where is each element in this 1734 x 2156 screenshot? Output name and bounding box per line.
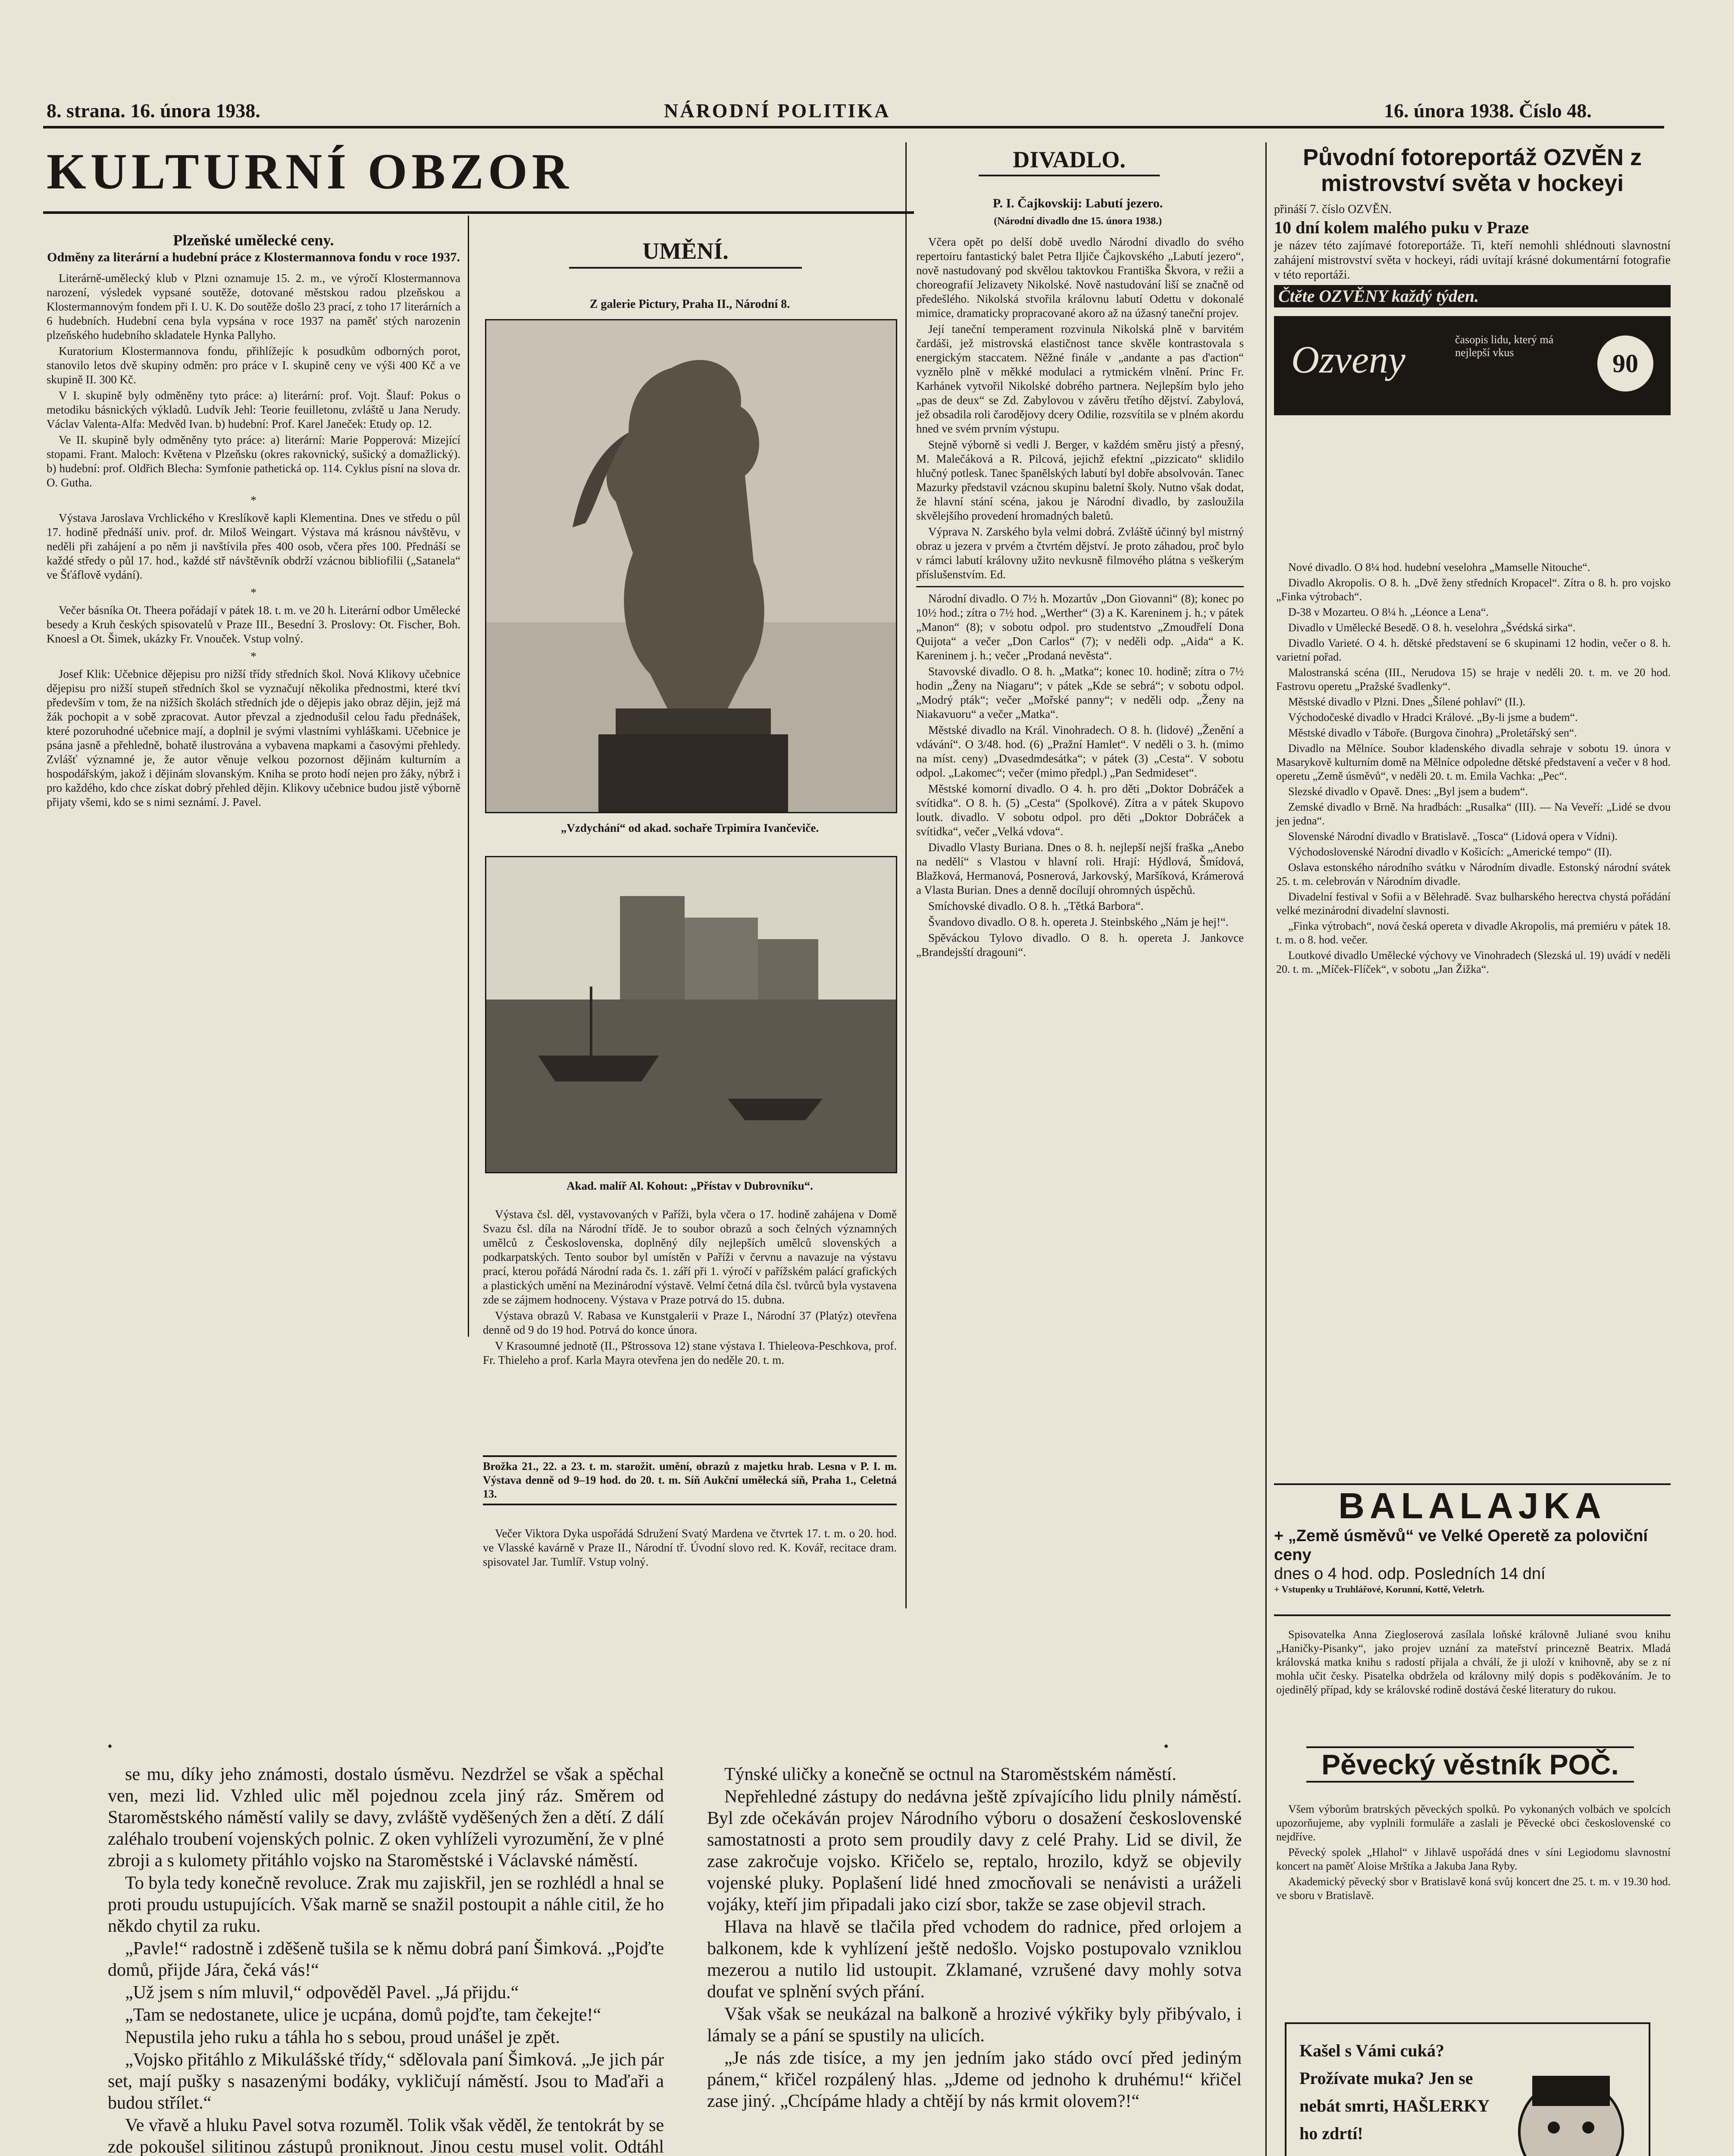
page-header-center: NÁRODNÍ POLITIKA bbox=[664, 100, 891, 122]
serial-marker-left: • bbox=[108, 1740, 112, 1753]
news-item: Spisovatelka Anna Ziegloserová zasílala loňské královně Juliané svou knihu „Haničky-Pisanky“, jako projev uznání za mateřství princezně Beatrix. Mladá královská matka knihu s radostí přijala a chválí, že ji uloží v knihovně, aby se z ní mohla učit česky. Pisatelka obdržela od královny milý dopis s poděkováním. Je to ojedinělý případ, kdy se královské rodině dostává české literatury do rukou. bbox=[1276, 1628, 1671, 1696]
umeni-title: UMĚNÍ. bbox=[569, 235, 802, 269]
column-divider bbox=[1265, 142, 1267, 2156]
balalajka-ad bbox=[1274, 1483, 1671, 1616]
sculpture-photo bbox=[485, 319, 897, 813]
story-paragraph: Týnské uličky a konečně se octnul na Staroměstském náměstí. bbox=[724, 1764, 1177, 1784]
news-item: Výstava čsl. děl, vystavovaných v Paříži, byla včera o 17. hodině zahájena v Domě Svazu čsl. díla na Národní třídě. Je to soubor obrazů a soch čelných významných umělců z Československa, doplněný díly nejlepších umělců slovenských a podkarpatských. Tento soubor byl umístěn v Paříži v červnu a navazuje na výstavu prací, kterou pořádá Národní rada čs. 1. září při 1. výročí v pařížském palácí grafických a plastických umění na Mezinárodní výstavě. Velmí četná díla čsl. tvůrců byla vystavena zde se zájmem hodnoceny. Výstava v Praze potrvá do 15. dubna. bbox=[483, 1208, 897, 1306]
story-paragraph: To byla tedy konečně revoluce. Zrak mu zajiskřil, jen se rozhlédl a hnal se proti proudu ustupujících. Však marně se snažil postoupit a náhle citil, že ho někdo chytil za ruku. bbox=[108, 1873, 664, 1936]
programme-item: Slovenské Národní divadlo v Bratislavě. „Tosca“ (Lidová opera v Vídni). bbox=[1288, 830, 1618, 843]
sculpture-illustration bbox=[486, 320, 896, 812]
title-rule bbox=[43, 211, 914, 214]
pevecky-vestnik bbox=[1276, 1802, 1671, 1904]
ozveny-logo: Ozveny bbox=[1291, 338, 1405, 381]
divadlo-title: DIVADLO. bbox=[979, 144, 1160, 176]
ozveny-logo-sub: časopis lidu, který má nejlepší vkus bbox=[1455, 333, 1554, 359]
news-item: Josef Klik: Učebnice dějepisu pro nižší třídy středních škol. Nová Klikovy učebnice dějepisu pro nižší stupeň středních škol se vyznačují několika přednostmi, které tkví především v tom, že na nižších školách středních jde o dějepis jako obraz dějin, jejž má žák pochopit a v sobě zpracovat. Autor převzal a zjednodušil celou řadu přednášek, které pozoruhodné učebnice mají, a doplnil je svými vlastními vyhláškami. Učebnice je psána jasně a přehledně, bohatě ilustrována a vybavena mapkami a časovými přehledy. Zvlášť významné je, že autor věnuje velkou pozornost dějinám kulturním a hospodářským, jakož i dějinám slovanským. Kniha se proto hodí nejen pro žáky, nýbrž i pro každého, kdo chce získat dobrý přehled dějin. Klikovy učebnice budou jistě výborně přijaty všemi, kdo se s nimi seznámí. J. Pavel. bbox=[47, 667, 460, 808]
serial-story-left bbox=[108, 1764, 664, 2156]
ozveny-text: je název této zajímavé fotoreportáže. Ti, kteří nemohli shlédnouti slavnostní zahájení mistrovství světa v hockeyi, rádi uvítají krásné dokumentární fotografie v této reportáži. bbox=[1274, 239, 1671, 282]
balalajka-title: BALALAJKA bbox=[1338, 1485, 1606, 1526]
story-paragraph: Ve vřavě a hluku Pavel sotva rozuměl. Tolik však věděl, že tentokrát by se zde pokoušel silitinou zástupů proniknout. Jinou cestu musel volit. Odtáhl bbox=[108, 2115, 664, 2156]
harbour-painting bbox=[485, 856, 897, 1173]
balalajka-line: + „Země úsměvů“ ve Velké Operetě za poloviční ceny bbox=[1274, 1527, 1648, 1564]
kulturni-obzor-title: KULTURNÍ OBZOR bbox=[47, 143, 573, 200]
programme-item: Městské divadlo v Táboře. (Burgova činohra) „Proletářský sen“. bbox=[1288, 727, 1577, 739]
gallery-line: Z galerie Pictury, Praha II., Národní 8. bbox=[589, 298, 790, 311]
umeni-last-item bbox=[483, 1526, 897, 1571]
auction-ad-text: Brožka 21., 22. a 23. t. m. starožit. umění, obrazů z majetku hrab. Lesna v P. I. m. Výstava denně od 9–19 hod. do 20. t. m. Síň Aukční umělecká síň, Praha 1., Celetná 13. bbox=[483, 1460, 897, 1500]
column-divider bbox=[905, 142, 907, 1608]
section-title: Plzeňské umělecké ceny. bbox=[173, 232, 334, 249]
harbour-illustration bbox=[486, 857, 896, 1172]
programme-item: Oslava estonského národního svátku v Národním divadle. Estonský národní svátek 25. t. m. celebrován v Národním divadle. bbox=[1276, 861, 1671, 887]
programme-item: Slezské divadlo v Opavě. Dnes: „Byl jsem a budem“. bbox=[1288, 785, 1528, 798]
story-paragraph: „Je nás zde tisíce, a my jen jedním jako stádo ovcí před jediným pánem,“ křičel rozpálený hlas. „Jdeme od jednoho k druhému!“ křičel zase jiný. „Chcípáme hlady a chtějí by nás krmit olovem?!“ bbox=[707, 2048, 1242, 2111]
programme-item: Městské divadlo v Plzni. Dnes „Šílené pohlaví“ (II.). bbox=[1288, 696, 1526, 708]
program-item: Městské komorní divadlo. O 4. h. pro děti „Doktor Dobráček a svítidka“. O 8. h. (5) „Cesta“ (Spolkové). Zítra a v pátek Skupovo loutk. divadlo. V sobotu odpol. pro děti „Doktor Dobráček a svítidka“, večer „Velká vdova“. bbox=[916, 782, 1244, 838]
ozveny-line: přináší 7. číslo OZVĚN. bbox=[1274, 203, 1392, 216]
ozveny-slogan: Čtěte OZVĚNY každý týden. bbox=[1274, 285, 1671, 307]
programme-item: Divadlo Akropolis. O 8. h. „Dvě ženy středních Kropacel“. Zítra o 8. h. pro vojsko „Finka výtrobach“. bbox=[1276, 577, 1671, 603]
story-paragraph: Však však se neukázal na balkoně a hrozivé výkřiky byly přibývalo, i lámaly se a pání se spustily na ulicích. bbox=[707, 2004, 1242, 2046]
price-badge: 90 bbox=[1597, 335, 1653, 392]
theatre-programme bbox=[1276, 561, 1671, 978]
story-paragraph: „Už jsem s ním mluvil,“ odpověděl Pavel. „Já přijdu.“ bbox=[125, 1983, 519, 2002]
programme-item: Malostranská scéna (III., Nerudova 15) se hraje v neděli 20. t. m. ve 20 hod. Fastrovu operetu „Pražské švadlenky“. bbox=[1276, 666, 1671, 693]
section-subtitle: Odměny za literární a hudební práce z Klostermannova fondu v roce 1937. bbox=[47, 250, 460, 264]
royal-book-news bbox=[1276, 1628, 1671, 1698]
balalajka-line: dnes o 4 hod. odp. Posledních 14 dní bbox=[1274, 1565, 1546, 1583]
programme-item: Zemské divadlo v Brně. Na hradbách: „Rusalka“ (III). — Na Veveří: „Lidé se dvou jen jedna“. bbox=[1276, 801, 1671, 827]
divadlo-subtitle: P. I. Čajkovskij: Labutí jezero. bbox=[992, 196, 1163, 210]
haslerky-ad bbox=[1285, 2022, 1650, 2156]
news-item: Večer Viktora Dyka uspořádá Sdružení Svatý Mardena ve čtvrtek 17. t. m. o 20. hod. ve Vlasské kavárně v Praze II., Národní tř. Úvodní slovo red. K. Kovář, recitace dram. spisovatel Jar. Tumlíř. Vstup volný. bbox=[483, 1527, 897, 1568]
column-divider bbox=[468, 216, 469, 1337]
painting-caption: Akad. malíř Al. Kohout: „Přístav v Dubrovníku“. bbox=[567, 1179, 813, 1192]
review-paragraph: Stejně výborně si vedli J. Berger, v každém směru jistý a přesný, M. Malečáková a R. Pilcová, jejichž efektní „pizzicato“ sklidilo hlučný potlesk. Tanec španělských labutí byl dobře absolvován. Tanec Mazurky představil vzácnou skupinu baletní školy. Nutno však dodat, že hlavní stání scéna, jakou je Národní divadlo, by zasloužila skvělejšího provedení hromadných baletů. bbox=[916, 438, 1244, 522]
face-illustration bbox=[1506, 2059, 1636, 2156]
auction-ad bbox=[483, 1455, 897, 1505]
program-item: Švandovo divadlo. O 8. h. opereta J. Steinbského „Nám je hej!“. bbox=[928, 915, 1229, 928]
program-item: Spěváckou Tylovo divadlo. O 8. h. opereta J. Jankovce „Brandejsští dragouni“. bbox=[916, 931, 1244, 959]
program-item: Smíchovské divadlo. O 8. h. „Tětká Barbora“. bbox=[928, 899, 1144, 912]
programme-item: Divadlo na Mělníce. Soubor kladenského divadla sehraje v sobotu 19. února v Masarykově kulturním domě na Mělníce odpoledne dětské představení a večer v 8 hod. operetu „Země úsměvů“, v neděli 20. t. m. Emila Vachka: „Pec“. bbox=[1276, 742, 1671, 782]
balalajka-line: + Vstupenky u Truhlářové, Korunní, Kottě, Veletrh. bbox=[1274, 1584, 1485, 1595]
column-divadlo bbox=[916, 235, 1244, 961]
article-paragraph: Kuratorium Klostermannova fondu, přihlížejíc k posudkům odborných porot, stanovilo letos dvě skupiny odměn: pro práce v I. skupině ceny ve výši 400 Kč a ve skupině II. 300 Kč. bbox=[47, 345, 460, 386]
review-paragraph: Výprava N. Zarského byla velmi dobrá. Zvláště účinný byl mistrný obraz u jezera v prvém a čtvrtém dějství. Je proto záhadou, proč bylo v rámci labutí královny užito nevkusně filmového plátna s veškerým příslušenstvím. Ed. bbox=[916, 525, 1244, 581]
article-paragraph: Ve II. skupině byly odměněny tyto práce: a) literární: Marie Popperová: Mizející stopami. Frant. Maloch: Květena v Plzeňsku (okres rakovnický, sušický a domažlický). b) hudební: prof. Oldřich Blecha: Symfonie pathetická op. 114. Cyklus písní na slova dr. O. Gutha. bbox=[47, 433, 460, 489]
programme-item: Nové divadlo. O 8¼ hod. hudební veselohra „Mamselle Nitouche“. bbox=[1288, 561, 1590, 573]
program-item: Národní divadlo. O 7½ h. Mozartův „Don Giovanni“ (8); konec po 10½ hod.; zítra o 7½ hod. „Werther“ (3) a K. Kareninem j. h.; v pátek „Manon“ (8); v sobotu odpol. pro studentstvo „Zmoudřelí Dona Quijota“ a večer „Don Carlos“ (7); v neděli odp. „Aida“ a K. Kareninem j. h.; večer „Prodaná nevěsta“. bbox=[916, 592, 1244, 662]
header-rule bbox=[43, 126, 1664, 128]
ozveny-title: Původní fotoreportáž OZVĚN z mistrovství světa v hockeyi bbox=[1302, 144, 1642, 196]
programme-item: D-38 v Mozarteu. O 8¼ h. „Léonce a Lena“. bbox=[1288, 606, 1489, 618]
story-paragraph: „Pavle!“ radostně i zděšeně tušila se k němu dobrá paní Šimková. „Pojďte domů, přijde Jára, čeká vás!“ bbox=[108, 1939, 664, 1980]
serial-marker-right: • bbox=[1164, 1740, 1168, 1753]
umeni-items bbox=[483, 1207, 897, 1369]
program-item: Stavovské divadlo. O 8. h. „Matka“; konec 10. hodině; zítra o 7½ hodin „Ženy na Niagaru“; v pátek „Kde se sebrá“; v sobotu odpol. „Modrý pták“; večer „Mořské panny“; v neděli odp. „Ženy na Niakavuoru“ a večer „Matka“. bbox=[916, 665, 1244, 721]
page-header-right: 16. února 1938. Číslo 48. bbox=[1384, 100, 1592, 122]
news-item: Výstava Jaroslava Vrchlického v Kreslíkově kapli Klementina. Dnes ve středu o půl 17. hodině přednáší univ. prof. dr. Miloš Weingart. Výstava má krásnou návštěvu, v neděli při zahájení a po něm ji navštívila přes 400 osob, včera přes 100. Přednáší se každé středy o půl 17. hod., každé stř návštěvník obdrží vzácnou bibliofilii („Satanela“ ve Šťáflově vydání). bbox=[47, 511, 460, 581]
story-paragraph: Hlava na hlavě se tlačila před vchodem do radnice, před orlojem a balkonem, kde k vyhlízení ještě nedošlo. Vojsko postupovalo vzniklou mezerou a nutilo lid ustoupit. Zklamané, vzrušené davy mohly sotva doufat ve splnění svých přání. bbox=[707, 1917, 1242, 2002]
story-paragraph: se mu, díky jeho známosti, dostalo úsměvu. Nezdržel se však a spěchal ven, mezi lid. Vzhled ulic měl pojednou zcela jiný ráz. Směrem od Staroměstského náměstí valily se davy, zvláště vyděšených žen a dětí. Z dálí zaléhalo troubení vojenských polnic. Z oken vyhlíželi vyrozumění, že v plné zbroji a s kulomety přitáhlo vojsko na Staroměstské i Václavské náměstí. bbox=[108, 1764, 664, 1871]
review-paragraph: Její taneční temperament rozvinula Nikolská plně v barvitém čardáši, jež mistrovská elastičnost tance skvěle kontrastovala s energickým staccatem. Něžné finále v „andante a pas d'action“ vyznělo plně v měkké modulaci a rytmickém vlnění. Princ Fr. Karhánek vytvořil Nikolské dobrého partnera. Nejlepším bylo jeho „pas de deux“ se Zd. Zabylovou v závěru třetího dějství. Zabylová, jež obsadila roli čarodějovy dcery Odilie, rozsvítila se v plném akordu hned ve svém prvním výstupu. bbox=[916, 323, 1244, 435]
article-paragraph: Literárně-umělecký klub v Plzni oznamuje 15. 2. m., ve výročí Klostermannova narození, výsledek vypsané soutěže, dotované městskou radou plzeňskou a Klostermannovým fondem při I. U. K. Do soutěže došlo 23 prací, z toho 17 literárních a 6 hudebních. Hudební cena byla vypsána v roce 1937 na paměť stých narozenin plzeňského hudebního skladatele Hynka Pallyho. bbox=[47, 272, 460, 342]
divadlo-date: (Národní divadlo dne 15. února 1938.) bbox=[994, 216, 1162, 227]
program-item: Městské divadlo na Král. Vinohradech. O 8. h. (lidové) „Ženění a vdávání“. O 3/48. hod. (6) „Pražní Hamlet“. V neděli o 3. h. (mimo na míst. ceny) „Dvasedmdesátka“; v pátek (3) „Cesta“. V sobotu odpol. „Lakomec“; večer (mimo předpl.) „Pan Sedmideset“. bbox=[916, 724, 1244, 779]
programme-item: Divadlo Varieté. O 4. h. dětské představení se 6 skupinami 12 hodin, večer o 8. h. varietní pořad. bbox=[1276, 637, 1671, 663]
news-item: V Krasoumné jednotě (II., Pštrossova 12) stane výstava I. Thieleova-Peschkova, prof. Fr. Thieleho a prof. Karla Mayra otevřena jen do neděle 20. t. m. bbox=[483, 1339, 897, 1366]
serial-story-right bbox=[707, 1764, 1242, 2113]
ozveny-headline: 10 dní kolem malého puku v Praze bbox=[1274, 218, 1529, 237]
pevecky-vestnik-title: Pěvecký věstník POČ. bbox=[1306, 1746, 1634, 1783]
review-paragraph: Včera opět po delší době uvedlo Národní divadlo do svého repertoiru fantastický balet Petra Iljiče Čajkovského „Labutí jezero“, nově nastudovaný pod skvělou taktovkou Františka Škvora, v režii a choreografií Jelizavety Nikolské. Nově nastudování liší se značně od předešlého. Nikolská stvořila královnu labutí Odettu v dokonalé mimice, dramaticky propracované akoro až na úžasný taneční projev. bbox=[916, 235, 1244, 320]
story-paragraph: Nepustila jeho ruku a táhla ho s sebou, proud unášel je zpět. bbox=[125, 2028, 560, 2047]
ozveny-logo-banner bbox=[1274, 316, 1671, 415]
story-paragraph: Nepřehledné zástupy do nedávna ještě zpívajícího lidu plnily náměstí. Byl zde očekáván projev Národního výboru o dosažení československé samostatnosti a proto sem proudily davy z celé Prahy. Lid se divil, že zase zakročuje vojsko. Křičelo se, reptalo, hrozilo, když se objevily vojenské pluky. Poplašení lidé hned zmocňovali se nenávisti a uráželi vojáky, kteří jim připadali jako cizí sbor, takže se zase objevil strach. bbox=[707, 1787, 1242, 1915]
programme-item: Východočeské divadlo v Hradci Králové. „By-li jsme a budem“. bbox=[1288, 711, 1578, 724]
page-header-left: 8. strana. 16. února 1938. bbox=[47, 100, 260, 122]
programme-item: Divadlo v Umělecké Besedě. O 8. h. veselohra „Švédská sirka“. bbox=[1288, 621, 1576, 634]
programme-item: Východoslovenské Národní divadlo v Košicích: „Americké tempo“ (II). bbox=[1288, 846, 1612, 858]
column-kulturni: Plzeňské umělecké ceny. Odměny za literární a hudební práce z Klostermannova fondu v roce 1937. Literárně-umělecký klub v Plzni oznamuje 15. 2. m., ve výročí Klostermannova narození, výsledek vypsané soutěže, dotované městskou radou plzeňskou a Klostermannovým fondem při I. U. K. Do soutěže došlo 23 prací, z toho 17 literárních a 6 hudebních. Hudební cena byla vypsána v roce 1937 na paměť stých narozenin plzeňského hudebního skladatele Hynka Pallyho. Kuratorium Klostermannova fondu, přihlížejíc k posudkům odborných porot, stanovilo letos dvě skupiny odměn: pro práce v I. skupině ceny ve výši 400 Kč a ve skupině II. 300 Kč. V I. skupině byly odměněny tyto práce: a) literární: prof. Vojt. Šlauf: Pokus o metodiku básnických výkladů. Ludvík Jehl: Teorie feuilletonu, zvláště u Jana Nerudy. Václav Valenta-Alfa: Medvěd Ivan. b) hudební: Prof. Karel Janeček: Etudy op. 12. Ve II. skupině byly odměněny tyto práce: a) literární: Marie Popperová: Mizející stopami. Frant. Maloch: Květena v Plzeňsku (okres rakovnický, sušický a domažlický). b) hudební: prof. Oldřich Blecha: Symfonie pathetická op. 114. Cyklus písní na slova dr. O. Gutha. * Výstava Jaroslava Vrchlického v Kreslíkově kapli Klementina. Dnes ve středu o půl 17. hodině přednáší univ. prof. dr. Miloš Weingart. Výstava má krásnou návštěvu, v neděli při zahájení a po něm ji navštívila přes 400 osob, včera přes 100. Přednáší se každé středy o půl 17. hod., každé stř návštěvník obdrží vzácnou bibliofilii („Satanela“ ve Šťáflově vydání). * Večer básníka Ot. Theera pořádají v pátek 18. t. m. ve 20 h. Literární odbor Umělecké besedy a Kruh českých spisovatelů v Praze III., Besední 3. Proslovy: Ot. Fischer, Boh. Knoesl a Ot. Šimek, ukázky Fr. Vnouček. Vstup volný. * Josef Klik: Učebnice dějepisu pro nižší třídy středních škol. Nová Klikovy učebnice dějepisu pro nižší stupeň středních škol se vyznačují několika přednostmi, které tkví především v tom, že na nižších školách středních jde o dějepis jako obraz dějin, jejž má žák pochopit a v sobě zpracovat. Autor převzal a zjednodušil celou řadu přednášek, které pozoruhodné učebnice mají, a doplnil je svými vlastními vyhláškami. Učebnice je psána jasně a přehledně, bohatě ilustrována a vybavena mapkami a časovými přehledy. Zvlášť významné je, že autor věnuje velkou pozornost dějinám kulturním a hospodářským, jakož i dějinám slovanským. Kniha se proto hodí nejen pro žáky, nýbrž i pro každého, kdo chce získat dobrý přehled dějin. Klikovy učebnice budou jistě výborně přijaty všemi, kdo se s nimi seznámí. J. Pavel. bbox=[47, 232, 460, 808]
programme-item: „Finka výtrobach“, nová česká opereta v divadle Akropolis, má premiéru v pátek 18. t. m. o 8. hod. večer. bbox=[1276, 920, 1671, 946]
photo-caption: „Vzdychání“ od akad. sochaře Trpimíra Ivančeviče. bbox=[560, 821, 819, 834]
news-item: Výstava obrazů V. Rabasa ve Kunstgalerii v Praze I., Národní 37 (Platýz) otevřena denně od 9 do 19 hod. Potrvá do konce února. bbox=[483, 1309, 897, 1336]
news-item: Všem výborům bratrských pěveckých spolků. Po vykonaných volbách ve spolcích upozorňujeme, aby vyplnili formuláře a zaslali je Pěvecké obci československé co nejdříve. bbox=[1276, 1803, 1671, 1843]
haslerky-ad-text: Kašel s Vámi cuká? Prožívate muka? Jen se nebát smrti, HAŠLERKY ho zdrtí! bbox=[1299, 2041, 1489, 2143]
programme-item: Loutkové divadlo Umělecké výchovy ve Vinohradech (Slezská ul. 19) uvádí v neděli 20. t. m. „Míček-Flíček“, v sobotu „Jan Žižka“. bbox=[1276, 949, 1671, 975]
program-item: Divadlo Vlasty Buriana. Dnes o 8. h. nejlepší nejší fraška „Anebo na nedělí“ s Vlastou v hlavní roli. Hrají: Hýdlová, Šmídová, Blažková, Hermanová, Posnerová, Jarkovský, Maršíková, Krámerová a Vlasta Burian. Dnes a denně docílují ohromných úspěchů. bbox=[916, 841, 1244, 896]
ozveny-ad bbox=[1274, 144, 1671, 541]
story-paragraph: „Tam se nedostanete, ulice je ucpána, domů pojďte, tam čekejte!“ bbox=[125, 2005, 601, 2025]
programme-item: Divadelní festival v Sofii a v Bělehradě. Svaz bulharského herectva chystá pořádání velké mezinárodní divadelní slavnosti. bbox=[1276, 890, 1671, 917]
article-paragraph: V I. skupině byly odměněny tyto práce: a) literární: prof. Vojt. Šlauf: Pokus o metodiku básnických výkladů. Ludvík Jehl: Teorie feuilletonu, zvláště u Jana Nerudy. Václav Valenta-Alfa: Medvěd Ivan. b) hudební: Prof. Karel Janeček: Etudy op. 12. bbox=[47, 389, 460, 430]
news-item: Pěvecký spolek „Hlahol“ v Jihlavě uspořádá dnes v síni Legiodomu slavnostní koncert na paměť Aloise Mrštíka a Jakuba Jana Ryby. bbox=[1276, 1846, 1671, 1872]
story-paragraph: „Vojsko přitáhlo z Mikulášské třídy,“ sdělovala paní Šimková. „Je jich pár set, mají pušky s nasazenými bodáky, vykličují náměstí. Jsou to Maďaři a budou střílet.“ bbox=[108, 2050, 664, 2113]
news-item: Akademický pěvecký sbor v Bratislavě koná svůj koncert dne 25. t. m. v 19.30 hod. ve sboru v Bratislavě. bbox=[1276, 1875, 1671, 1902]
news-item: Večer básníka Ot. Theera pořádají v pátek 18. t. m. ve 20 h. Literární odbor Umělecké besedy a Kruh českých spisovatelů v Praze III., Besední 3. Proslovy: Ot. Fischer, Boh. Knoesl a Ot. Šimek, ukázky Fr. Vnouček. Vstup volný. bbox=[47, 604, 460, 645]
